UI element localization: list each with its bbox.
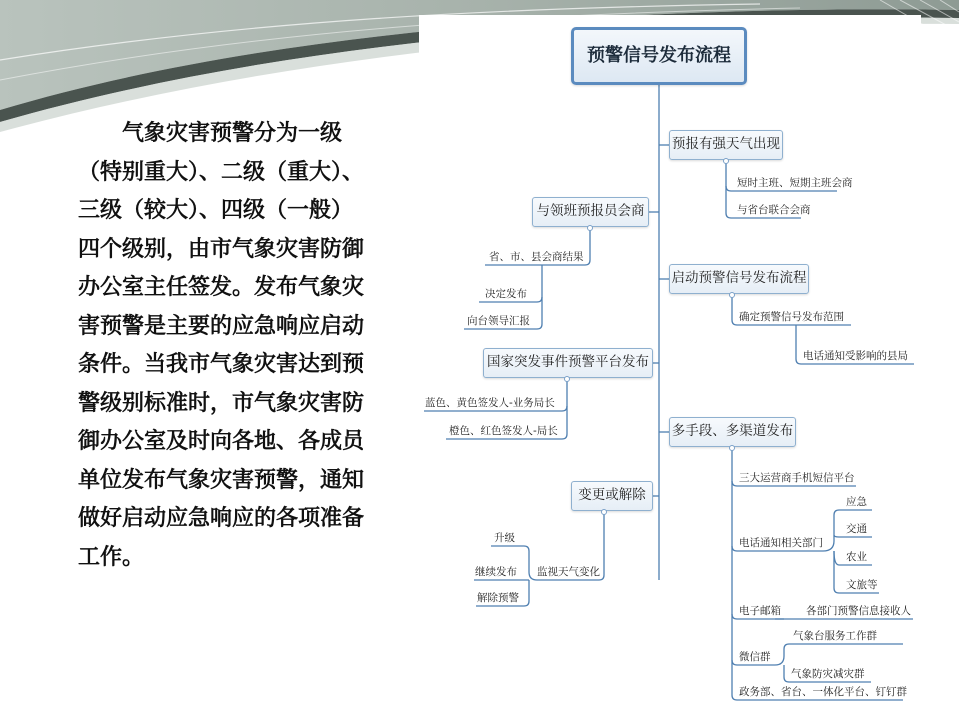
leaf-decide-release: 决定发布 <box>485 288 527 300</box>
leaf-dept-agriculture: 农业 <box>846 551 867 563</box>
branch-forecast-severe-weather: 预报有强天气出现 <box>669 130 783 160</box>
slide-body-text <box>78 114 408 576</box>
body-text-line: 气象灾害预警分为一级 <box>78 120 343 146</box>
branch-start-signal-release: 启动预警信号发布流程 <box>669 264 809 294</box>
leaf-consultation-results: 省、市、县会商结果 <box>489 251 584 263</box>
leaf-sms-platform: 三大运营商手机短信平台 <box>739 472 855 484</box>
node-toggle-dot <box>564 376 570 382</box>
leaf-email-recipients: 各部门预警信息接收人 <box>806 605 911 617</box>
node-toggle-dot <box>587 225 593 231</box>
leaf-wechat-groups: 微信群 <box>739 651 771 663</box>
body-text-line: 工作。 <box>78 543 145 570</box>
leaf-continue-release: 继续发布 <box>475 566 517 578</box>
body-text-line: 警级别标准时，市气象灾害防 <box>78 389 365 416</box>
body-text-line: 单位发布气象灾害预警，通知 <box>78 466 365 493</box>
leaf-joint-consultation-province: 与省台联合会商 <box>737 204 811 216</box>
branch-change-or-cancel: 变更或解除 <box>571 481 653 511</box>
leaf-dept-transport: 交通 <box>846 523 867 535</box>
node-toggle-dot <box>729 292 735 298</box>
mindmap-root: 预警信号发布流程 <box>571 27 747 85</box>
branch-consult-lead-forecaster: 与领班预报员会商 <box>532 197 649 227</box>
leaf-cancel-warning: 解除预警 <box>477 592 519 604</box>
leaf-phone-departments: 电话通知相关部门 <box>739 537 823 549</box>
body-text-line: 做好启动应急响应的各项准备 <box>78 505 365 531</box>
body-text-line: （特别重大）、二级（重大）、 <box>78 158 365 185</box>
leaf-orange-red-signer: 橙色、红色签发人-局长 <box>449 425 558 437</box>
leaf-wechat-disaster-group: 气象防灾减灾群 <box>791 668 865 680</box>
branch-national-warning-platform: 国家突发事件预警平台发布 <box>483 348 653 378</box>
leaf-government-platforms: 政务部、省台、一体化平台、钉钉群 <box>739 686 907 698</box>
leaf-dept-emergency: 应急 <box>846 496 867 508</box>
leaf-wechat-service-group: 气象台服务工作群 <box>793 630 877 642</box>
body-text-line: 三级（较大）、四级（一般） <box>78 197 354 223</box>
leaf-notify-county-bureaus: 电话通知受影响的县局 <box>803 350 908 362</box>
body-text-line: 条件。当我市气象灾害达到预 <box>78 351 365 377</box>
body-text-line: 四个级别，由市气象灾害防御 <box>78 235 365 262</box>
body-text-line: 御办公室及时向各地、各成员 <box>78 428 365 454</box>
leaf-monitor-weather: 监视天气变化 <box>537 566 600 578</box>
branch-multi-channel-release: 多手段、多渠道发布 <box>669 417 796 447</box>
leaf-email: 电子邮箱 <box>739 605 781 617</box>
leaf-report-leaders: 向台领导汇报 <box>467 315 530 327</box>
leaf-determine-scope: 确定预警信号发布范围 <box>739 311 844 323</box>
leaf-shift-consultation: 短时主班、短期主班会商 <box>737 177 853 189</box>
leaf-blue-yellow-signer: 蓝色、黄色签发人-业务局长 <box>425 397 555 409</box>
node-toggle-dot <box>601 509 607 515</box>
leaf-dept-culture-tourism: 文旅等 <box>846 579 878 591</box>
node-toggle-dot <box>723 158 729 164</box>
node-toggle-dot <box>729 445 735 451</box>
body-text-line: 办公室主任签发。发布气象灾 <box>78 274 365 300</box>
warning-signal-flow-mindmap <box>419 15 921 719</box>
body-text-line: 害预警是主要的应急响应启动 <box>78 312 365 339</box>
leaf-upgrade: 升级 <box>494 532 515 544</box>
